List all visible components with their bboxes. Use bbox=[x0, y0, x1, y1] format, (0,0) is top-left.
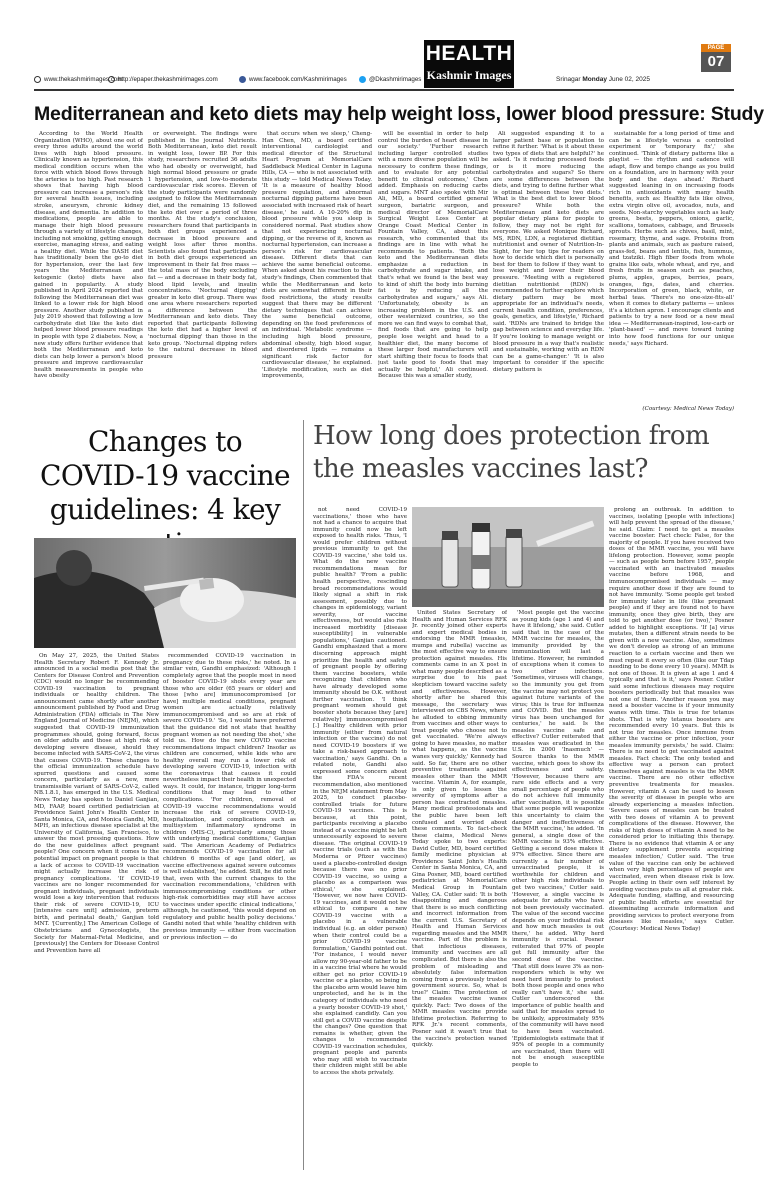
facebook-icon bbox=[239, 76, 246, 83]
article3-column-3 bbox=[609, 507, 734, 1170]
article3-text-1: United States Secretary of Health and Human Services RFK Jr. recently joined other experts and expert medical bodies in endorsing the MMR (measles, mumps and rubella) vaccine as the most effective way to ensure protection against measles. His comments came in an X post in what many people described as a surprise due to his past skepticism toward vaccine safety and effectiveness. However, shortly after he shared this message, the secretary was interviewed on CBS News, where he alluded to ebbing immunity from vaccines and other ways to treat people who choose not to get vaccinated. 'We're always going to have measles, no matter what happens, as the vaccine wanes very quickly,' Kennedy had said. So far, there are no other preventive treatments against measles other than the MMR vaccine. Vitamin A, for example, is only given to lessen the severity of symptoms after a person has contracted measles. Many medical professionals and the public have been left confused and worried about these comments. To fact-check these claims, Medical News Today spoke to two experts: David Cutler, MD, board certified family medicine physician at Providence Saint John's Health Center in Santa Monica, CA, and Gina Posner, MD, board certified pediatrician at MemorialCare Medical Group in Fountain Valley, CA. Cutler said: 'It is both disappointing and dangerous that there is so much conflicting and incorrect information from the current U.S. Secretary of Health and Human Services regarding measles and the MMR vaccine. Part of the problem is that infectious diseases, immunity and vaccines are all complicated. But there is also the problem of misleading and absolutely false information coming from a previously trusted government source. So, what is true?' Claim: The protection of the measles vaccine wanes quickly. Fact: Two doses of the MMR measles vaccine provide lifetime protection. Referring to RFK Jr.'s recent comments, Posner said it wasn't true that the vaccine's protection waned quickly. bbox=[412, 610, 507, 1049]
twitter-icon bbox=[359, 76, 366, 83]
twitter-link[interactable] bbox=[359, 76, 421, 83]
article3-text-3: prolong an outbreak. In addition to vaccines, isolating [people with infections] will help prevent the spread of the disease,' he said. Claim: I need to get a measles vaccine booster. Fact check: False, for the majority of people. If you have received two doses of the MMR vaccine, you will have lifelong protection. However, some people — such as people born before 1957, people vaccinated with an inactivated measles vaccine before 1968, and immunocompromised individuals — may require another dose if they are found to not have immunity. 'Some people get tested for immunity later in life (like pregnant people) and if they are found not to have immunity, once they give birth, they are told to get another dose (or two),' Posner added to highlight exceptions. 'If [a] virus mutates, then a different strain needs to be given with a new vaccine. Also, sometimes we don't develop as strong of an immune reaction to a certain vaccine and then we must repeat it every so often (like our Tdap needing to be done every 10 years). MMR is not one of those. It is given at age 1 and 4 typically and that is it,' says Posner. Cutler said some infectious diseases may require boosters periodically but that measles was not one of them. 'Another reason you may need a booster vaccine is if your immunity wanes with time. This is true for tetanus shots. That is why tetanus boosters are recommended every 10 years. But this is not true for measles. Once immune from either the vaccine or prior infection, your measles immunity persists,' he said. Claim: There is no need to get vaccinated against measles. Fact check: The only tested and effective way a person can protect themselves against measles is via the MMR vaccine. There are no other effective preventive treatments for measles. However, vitamin A can be used to lessen the severity of disease in people who are already experiencing a measles infection. 'Severe cases of measles can be treated with two doses of vitamin A to prevent complications of the disease. However, the risks of high doses of vitamin A need to be considered prior to initiating this therapy. There is no evidence that vitamin A or any dietary supplement prevents acquiring measles infection,' Cutler said. 'The true value of the vaccine can only be achieved when very high percentages of people are vaccinated, even when disease risk is low. People acting in their own self interest by avoiding vaccines puts us all at greater risk. Adequate funding, staffing, and resourcing of public health efforts are essential for disseminating accurate information and providing services to protect everyone from diseases like measles,' says Cutler. (Courtesy: Medical News Today) bbox=[609, 507, 734, 932]
article3-text-2: 'Most people get the vaccine as young kids (age 1 and 4) and have it lifelong,' she said. Cutler said that in the case of the MMR vaccine for measles, the immunity provided by the immunization will last a lifetime. However, he reminded of exceptions when it comes to two other infections. 'Sometimes, viruses will change, so the immunity you get from the vaccine may not protect you against future variants of the virus; this is true for influenza and COVID. But the measles virus has been unchanged for centuries,' he said. Is the measles vaccine safe and effective? Cutler reiterated that measles was eradicated in the U.S. in 2000 'Inasmuch' — Source thanks to the MMR vaccine, which goes to show its effectiveness and safety. 'However, because there are rare side effects and a very small percentage of people who do not achieve full immunity after vaccination, it is possible that some people will weaponize this uncertainty to claim the danger and ineffectiveness of the MMR vaccine,' he added. 'In general, a single dose of the MMR vaccine is 93% effective. Getting a second dose makes it 97% effective. Since there are currently a fair number of unvaccinated people, it is worthwhile for children and other high risk individuals to get two vaccines,' Cutler said. 'However, a single vaccine is adequate for adults who have not been previously vaccinated. The value of the second vaccine depends on your individual risk and how much measles is out there,' he added. Why herd immunity is crucial. Posner reiterated that 97% of people get full immunity after the second dose of the vaccine. 'That still does leave 3% as non-responders which is why we need herd immunity to protect both those people and ones who really can't have it,' she said. Cutler underscored the importance of public health and said that for measles spread to be unlikely, approximately 95% of the community will have need to have been vaccinated. 'Epidemiologists estimate that if 95% of people in a community are vaccinated, then there will not be enough susceptible people to bbox=[512, 610, 604, 1068]
column-divider bbox=[303, 420, 304, 1170]
epaper-link[interactable] bbox=[108, 76, 218, 83]
article1-text-6: sustainable for a long period of time and can be a lifestyle versus a controlled experiment or 'temporary fix',' she continued. 'Think of dietary patterns like a playlist — the rhythm and cadence will adapt, flow and tempo change as you build on a foundation, are in harmony with your body and the days ahead.' Richard suggested leaning in on increasing foods rich in antioxidants with many health benefits, such as: Healthy fats like olives, extra virgin olive oil, avocados, nuts, and seeds. Non-starchy vegetables such as leafy greens, beets, peppers, onions, garlic, scallions, tomatoes, cabbage, and Brussels sprouts. Herbs such as chives, basil, mint, rosemary, thyme, and sage. Proteins from plants and animals, such as pasture raised, grass-fed, beans and lentils, fish, hummus, and tzatziki. High fiber foods from whole grains like oats, whole wheat, and rye, and fresh fruits in season such as peaches, plums, apples, grapes, berries, pears, oranges, figs, dates, and cherries. Incorporation of green, black, white, or herbal teas. 'There's no one-size-fits-all' when it comes to dietary patterns — unless it's a kitchen apron. I encourage clients and patients to try a new food or a new meal idea — Mediterranean-inspired, low-carb or 'plant-based' — and move toward tuning into how food functions for our unique needs,' says Richard. bbox=[609, 131, 734, 347]
article2-column-3 bbox=[313, 507, 407, 1170]
article1-credit: (Courtesy: Medical News Today) bbox=[642, 406, 734, 412]
article2-text-1: On May 27, 2025, the United States Health Secretary Robert F. Kennedy Jr. announced in a social media post that the Centers for Disease Control and Prevention (CDC) would no longer be recommending COVID-19 vaccination to pregnant individuals or healthy children. The announcement came shortly after another announcement published by Food and Drug Administration (FDA) officials in The New England Journal of Medicine (NEJM), which suggested that COVID-19 immunization programmes should, going forward, focus on older adults and those at high risk of developing severe disease, should they become infected with SARS-CoV-2, the virus that causes COVID-19. These changes to the official immunization schedule have spurred questions and caused some concern, particularly as a new, more transmissible variant of SARS-CoV-2, called NB.1.8.1, has emerged in the U.S. Medical News Today has spoken to Daniel Ganjian, MD, FAAP, board certified pediatrician at Providence Saint John's Health Center in Santa Monica, CA, and Monica Gandhi, MD, MPH, an infectious disease specialist at the University of California, San Francisco, to answer the most pressing questions. How do the new guidelines affect pregnant people? One concern when it comes to the potential impact on pregnant people is that a lack of access to COVID-19 vaccination might actually increase the risk of pregnancy complications. 'If COVID-19 vaccines are no longer recommended for pregnant individuals, pregnant individuals would lose a key intervention that reduces their risk of severe COVID-19, ICU [intensive care unit] admission, preterm birth, and perinatal death,' Ganjian told MNT. '[Currently,] The American College of Obstetricians and Gynecologists, the Society for Maternal-Fetal Medicine, and [previously] the Centers for Disease Control and Prevention have all bbox=[34, 653, 159, 954]
info-bar bbox=[34, 76, 734, 86]
globe-icon bbox=[108, 76, 115, 83]
article3-headline: How long does protection from the measles vaccines last? bbox=[313, 421, 710, 484]
date: June 02, 2025 bbox=[608, 76, 650, 83]
publication-name: Kashmir Images bbox=[426, 68, 512, 82]
twitter-text: @Dkashmirimages bbox=[369, 76, 422, 83]
epaper-text: http://epaper.thekashmirimages.com bbox=[118, 76, 218, 83]
section-name: HEALTH bbox=[425, 42, 513, 65]
facebook-link[interactable] bbox=[239, 76, 347, 83]
article1-headline: Mediterranean and keto diets may help weight loss, lower blood pressure: Study bbox=[34, 103, 764, 125]
facebook-text: www.facebook.com/Kashmirimages bbox=[249, 76, 347, 83]
header-rule bbox=[34, 89, 734, 91]
article1-column-1 bbox=[34, 131, 143, 419]
article1-column-3 bbox=[262, 131, 372, 419]
page-number-box bbox=[701, 44, 731, 72]
website-text: www.thekashmirimages.com bbox=[44, 76, 123, 83]
page-label: PAGE bbox=[701, 44, 731, 52]
vaccine-vials-photo bbox=[412, 507, 604, 607]
article1-text-3: that occurs when we sleep,' Cheng-Han Chen, MD, a board certified interventional cardiologist and medical director of the Structural Heart Program at MemorialCare Saddleback Medical Center in Laguna Hills, CA — who is not associated with this study — told Medical News Today. 'It is a measure of healthy blood pressure regulation, and abnormal nocturnal dipping patterns have been associated with increased risk of heart disease,' he said. A 10-20% dip in blood pressure while you sleep is considered normal. Past studies show that not experiencing nocturnal dipping, or the reverse of it, known as nocturnal hypertension, can increase a person's risk for cardiovascular disease. Different diets that can achieve the same beneficial outcome. When asked about his reaction to this study's findings, Chen commented that while the Mediterranean and keto diets are somewhat different in their food restrictions, the study results suggest that there may be different dietary techniques that can achieve the same beneficial outcome, depending on the food preferences of an individual. 'Metabolic syndrome — including high blood pressure, abdominal obesity, high blood sugar, and disordered lipids — remains a significant risk factor for cardiovascular disease,' he explained. 'Lifestyle modification, such as diet improvements, bbox=[262, 131, 372, 380]
article2-headline: Changes to COVID-19 vaccine guidelines: 4 key bbox=[40, 425, 290, 526]
article1-column-5 bbox=[493, 131, 604, 419]
article3-column-2 bbox=[512, 610, 604, 1170]
city: Srinagar bbox=[556, 76, 581, 83]
article1-column-6 bbox=[609, 131, 734, 406]
globe-icon bbox=[34, 76, 41, 83]
masthead bbox=[0, 0, 770, 98]
article2-text-2: recommended COVID-19 vaccination in pregnancy due to these risks,' he noted. In a similar vein, Gandhi emphasized: 'Although I completely agree that the people most in need of booster COVID-19 shots every year are those who are older (65 years or older) and those [who are] immunocompromised [or have] multiple medical conditions, pregnant women are actually relatively immunocompromised and so are at risk of severe COVID-19.' 'So, I would have preferred that the guidance did not state that healthy pregnant women as not needing the shot,' she told us. How do the new COVID vaccine recommendations impact children? Insofar as children are concerned, while kids who are healthy overall may run a lower risk of developing severe COVID-19, infection with the coronavirus that causes it could nevertheless impact their health in unexpected ways. It could, for instance, trigger long-term conditions that may lead to other complications. 'For children, removal of COVID-19 vaccine recommendations would increase the risk of severe COVID-19, hospitalization, and complications such as multisystem inflammatory syndrome in children (MIS-C), particularly among those with underlying medical conditions,' Ganjian said. 'The American Academy of Pediatrics recommends COVID-19 vaccination for all children 6 months of age [and older], as vaccine effectiveness against severe outcomes is well established,' he added. Still, he did note that, even with the current changes to the vaccination recommendations, 'children with immunocompromising conditions or other high-risk comorbidities may still have access to vaccines under specific clinical indications,' although, he cautioned, 'this would depend on regulatory and public health policy decisions.' Gandhi noted that while 'healthy children with previous immunity — either from vaccination or previous infection — do bbox=[163, 653, 296, 941]
article2-text-3: not need COVID-19 vaccinations,' those who have not had a chance to acquire that immunity could now be left exposed to health risks. 'Thus, 'I would prefer children without previous immunity to get the COVID-19 vaccine,' she told us. What do the new vaccine recommendations mean for public health? 'From a public health perspective, rescinding broad recommendations would likely signal a shift in risk assessment, possibly due to changes in epidemiology, variant severity, or vaccine effectiveness, but would also risk increased morbidity [disease susceptibility] in vulnerable populations,' Ganjian cautioned. Gandhi emphasized that a more discerning approach might prioritize the health and safety of pregnant people by offering them vaccine boosters, while recognizing that children who have already developed some immunity should be O.K. without further vaccination. 'I think pregnant women should get booster shots because they [are] relatively] immunocompromised [.] Healthy children with prior immunity (either from natural infection or the vaccine) do not need COVID-19 boosters if we take a risk-based approach to vaccination,' says Gandhi. On a related note, Gandhi also expressed some concern about the FDA's recent recommendation, also mentioned in the NEJM statement from May 2025, to conduct placebo-controlled trials for future COVID-19 vaccines. This is because, at this point, participants receiving a placebo instead of a vaccine might be left unnecessarily exposed to severe disease. 'The original COVID-19 vaccine trials (such as with the Moderna or Pfizer vaccines) used a placebo-controlled design because there was no prior COVID-19 vaccine, so using a placebo as a comparison was ethical,' she explained. 'However, we now have COVID-19 vaccines, and it would not be ethical to compare a new COVID-19 vaccine with a placebo in a vulnerable individual (e.g. an older person) when their control could be a prior COVID-19 vaccine formulation,' Gandhi pointed out. 'For instance, I would never allow my 90-year-old father to be in a vaccine trial where he would either get no prior COVID-19 vaccine or a placebo, so being in the placebo arm would leave him unprotected, and he is in the category of individuals who need a yearly booster COVID-19 shot,' she explained candidly. Can you still get a COVID vaccine despite the changes? One question that remains is whether, given the changes to recommended COVID-19 vaccination schedules, pregnant people and parents who may still wish to vaccinate their children might still be able to access the shots privately. bbox=[313, 507, 407, 1077]
article1-column-2 bbox=[148, 131, 257, 419]
page-number: 07 bbox=[707, 53, 725, 70]
article2-column-2 bbox=[163, 653, 296, 1167]
article1-text-1: According to the World Health Organization (WHO), about one out of every three adults around the world lives with high blood pressure. Clinically known as hypertension, this medical condition occurs when the force with which blood flows through the arteries is too high. Past research shows that having high blood pressure can increase a person's risk for several health issues, including stroke, aneurysm, chronic kidney disease, and dementia. In addition to medications, people are able to manage their high blood pressure through a variety of lifestyle changes, including not smoking, getting enough exercise, managing stress, and eating a healthy diet. While the DASH diet has traditionally been the go-to diet for hypertension, over the last few years the Mediterranean and ketogenic (keto) diets have also gained in popularity. A study published in April 2024 reported that following the Mediterranean diet was linked to a lower risk for high blood pressure. Another study published in July 2019 showed that following a low carbohydrate diet like the keto diet helped lower blood pressure readings in people with type 2 diabetes. Now, a new study offers further evidence that both the Mediterranean and keto diets can help lower a person's blood pressure and improve cardiovascular health measurements in people who have obesity bbox=[34, 131, 143, 380]
article1-text-4: will be essential in order to help control the burden of heart disease in our society.' 'Further research including larger controlled studies with a more diverse population will be necessary to confirm these findings, and to evaluate for any potential benefit to clinical outcomes,' Chen added. Emphasis on reducing carbs and sugars. MNT also spoke with Mir Ali, MD, a board certified general surgeon, bariatric surgeon, and medical director of MemorialCare Surgical Weight Loss Center at Orange Coast Medical Center in Fountain Valley, CA, about this research, who commented that its findings are in line with what he recommends to patients. 'Both the keto and the Mediterranean diets emphasize a reduction in carbohydrate and sugar intake, and that's what we found is the best way to kind of shift the body into burning fat is by reducing all the carbohydrates and sugars,' says Ali. 'Unfortunately, obesity is an increasing problem in the U.S. and other westernized countries, so the more we can find ways to combat that, find foods that are going to help people lose weight and head to a healthier diet, the many become of these larger food manufacturers will start shifting their focus to foods that just taste good to foods that may actually be helpful,' Ali continued. Because this was a smaller study, bbox=[378, 131, 488, 380]
article3-column-1 bbox=[412, 610, 507, 1170]
vaccination-photo bbox=[34, 538, 296, 648]
article2-column-1 bbox=[34, 653, 159, 1167]
dateline bbox=[556, 76, 650, 83]
day: Monday bbox=[582, 76, 607, 83]
article1-column-4 bbox=[378, 131, 488, 419]
article1-text-2: or overweight. The findings were published in the journal Nutrients. Both Mediterranean, keto diet result in weight loss, lower BP. For this study, researchers recruited 36 adults who had obesity or overweight, had high normal blood pressure or grade 1 hypertension, and low-to-moderate cardiovascular risk scores. Eleven of the study participants were randomly assigned to follow the Mediterranean diet, and the remaining 15 followed the keto diet over a period of three months. At the study's conclusion, researchers found that participants in both diet groups experienced a decrease in blood pressure and weight loss after three months. Scientists also found that participants in both diet groups experienced an improvement in their fat free mass — the total mass of the body excluding fat — and a decrease in their body fat, blood lipid levels, and insulin concentrations. 'Nocturnal dipping' greater in keto diet group. There was one area where researchers reported a difference between the Mediterranean and keto diets. They reported that participants following the keto diet had a higher level of 'nocturnal dipping' than those in the keto group. 'Nocturnal dipping refers to the natural decrease in blood pressure bbox=[148, 131, 257, 360]
article1-text-5: Ali suggested expanding it to a larger patient base or population to refine it further. 'What is it about these two types of diets that are helpful?' he asked. 'Is it reducing processed foods or is it more reducing the carbohydrates and sugars? So there are some differences between the diets, and trying to define further what is optimal between these two diets.' What is the best diet to lower blood pressure? While both the Mediterranean and keto diets are popular dietary plans for people to follow, they may not be right for everyone. We asked Monique Richard, MS, RDN, LDN, a registered dietitian nutritionist and owner of Nutrition-In-Sight, for her top tips for readers on how to decide which diet is personally best for them to follow if they want to lose weight and lower their blood pressure. 'Meeting with a registered dietitian nutritionist (RDN) is recommended to further explore which dietary pattern may be most appropriate for an individual's needs, current health condition, preferences, goals, genetics, and lifestyle,' Richard said. 'RDNs are trained to bridge the gap between science and everyday life. If you're looking to manage weight or blood pressure in a way that's realistic and sustainable, working with an RDN can be a game-changer.' 'It is also important to consider if the specific dietary pattern is bbox=[493, 131, 604, 373]
